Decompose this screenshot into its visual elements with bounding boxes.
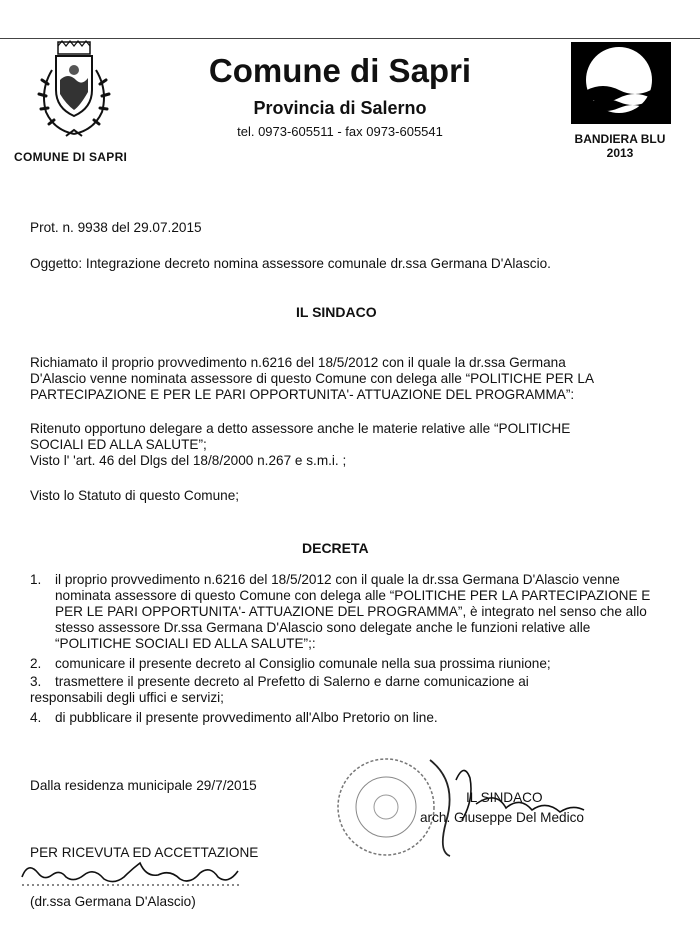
flag-caption-label: BANDIERA BLU bbox=[574, 132, 666, 146]
page-title: Comune di Sapri bbox=[208, 52, 472, 89]
mayor-name: arch. Giuseppe Del Medico bbox=[420, 810, 584, 825]
item-1-line-3: PER LE PARI OPPORTUNITA'- ATTUAZIONE DEL PROGRAMMA”, è integrato nel senso che allo bbox=[55, 604, 647, 619]
item-number: 3. bbox=[30, 674, 42, 689]
recipient-name: (dr.ssa Germana D'Alascio) bbox=[30, 894, 196, 909]
mayor-signature-block bbox=[420, 760, 596, 832]
item-2-line-1: comunicare il presente decreto al Consiglio comunale nella sua prossima riunione; bbox=[55, 656, 551, 671]
item-number: 1. bbox=[30, 572, 42, 587]
item-1-line-5: “POLITICHE SOCIALI ED ALLA SALUTE”;: bbox=[55, 636, 316, 651]
visto-statuto: Visto lo Statuto di questo Comune; bbox=[30, 488, 240, 503]
richiamato-line-2: D'Alascio venne nominata assessore di questo Comune con delega alle “POLITICHE PER LA bbox=[30, 371, 595, 386]
subject-line: Oggetto: Integrazione decreto nomina assessore comunale dr.ssa Germana D'Alascio. bbox=[30, 256, 551, 271]
item-1-line-1: il proprio provvedimento n.6216 del 18/5/2012 con il quale la dr.ssa Germana D'Alascio venne bbox=[55, 572, 620, 587]
residence-date: Dalla residenza municipale 29/7/2015 bbox=[30, 778, 257, 793]
item-1-line-4: stesso assessore Dr.ssa Germana D'Alascio sono delegate anche le funzioni relative alle bbox=[55, 620, 591, 635]
il-sindaco-heading: IL SINDACO bbox=[296, 304, 377, 320]
recipient-handwritten-signature-icon bbox=[14, 855, 254, 895]
ritenuto-line-2: SOCIALI ED ALLA SALUTE”; bbox=[30, 437, 207, 452]
municipal-crest-icon bbox=[30, 40, 118, 148]
flag-caption-year: 2013 bbox=[606, 146, 634, 160]
crest-caption: COMUNE DI SAPRI bbox=[14, 150, 128, 164]
top-rule bbox=[0, 38, 700, 39]
blue-flag-logo-icon bbox=[571, 42, 671, 124]
mayor-title: IL SINDACO bbox=[466, 790, 543, 805]
item-number: 4. bbox=[30, 710, 42, 725]
richiamato-line-1: Richiamato il proprio provvedimento n.6216 del 18/5/2012 con il quale la dr.ssa Germana bbox=[30, 355, 566, 370]
item-number: 2. bbox=[30, 656, 42, 671]
flag-caption bbox=[560, 132, 680, 160]
mayor-handwritten-signature-icon bbox=[436, 760, 596, 832]
ritenuto-line-1: Ritenuto opportuno delegare a detto assessore anche le materie relative alle “POLITICHE bbox=[30, 421, 571, 436]
contact-line: tel. 0973-605511 - fax 0973-605541 bbox=[237, 124, 443, 139]
item-1-line-2: nominata assessore di questo Comune con delega alle “POLITICHE PER LA PARTECIPAZIONE E bbox=[55, 588, 651, 603]
decreta-heading: DECRETA bbox=[302, 540, 369, 556]
item-3-line-2: responsabili degli uffici e servizi; bbox=[30, 690, 224, 705]
item-4-line-1: di pubblicare il presente provvedimento all'Albo Pretorio on line. bbox=[55, 710, 438, 725]
page-subtitle: Provincia di Salerno bbox=[253, 98, 427, 118]
visto-art-46: Visto l' 'art. 46 del Dlgs del 18/8/2000 n.267 e s.m.i. ; bbox=[30, 453, 347, 468]
protocol-number: Prot. n. 9938 del 29.07.2015 bbox=[30, 220, 202, 235]
item-3-line-1: trasmettere il presente decreto al Prefetto di Salerno e darne comunicazione ai bbox=[55, 674, 529, 689]
receipt-label: PER RICEVUTA ED ACCETTAZIONE bbox=[30, 845, 259, 860]
richiamato-line-3: PARTECIPAZIONE E PER LE PARI OPPORTUNITA'- ATTUAZIONE DEL PROGRAMMA”: bbox=[30, 387, 575, 402]
